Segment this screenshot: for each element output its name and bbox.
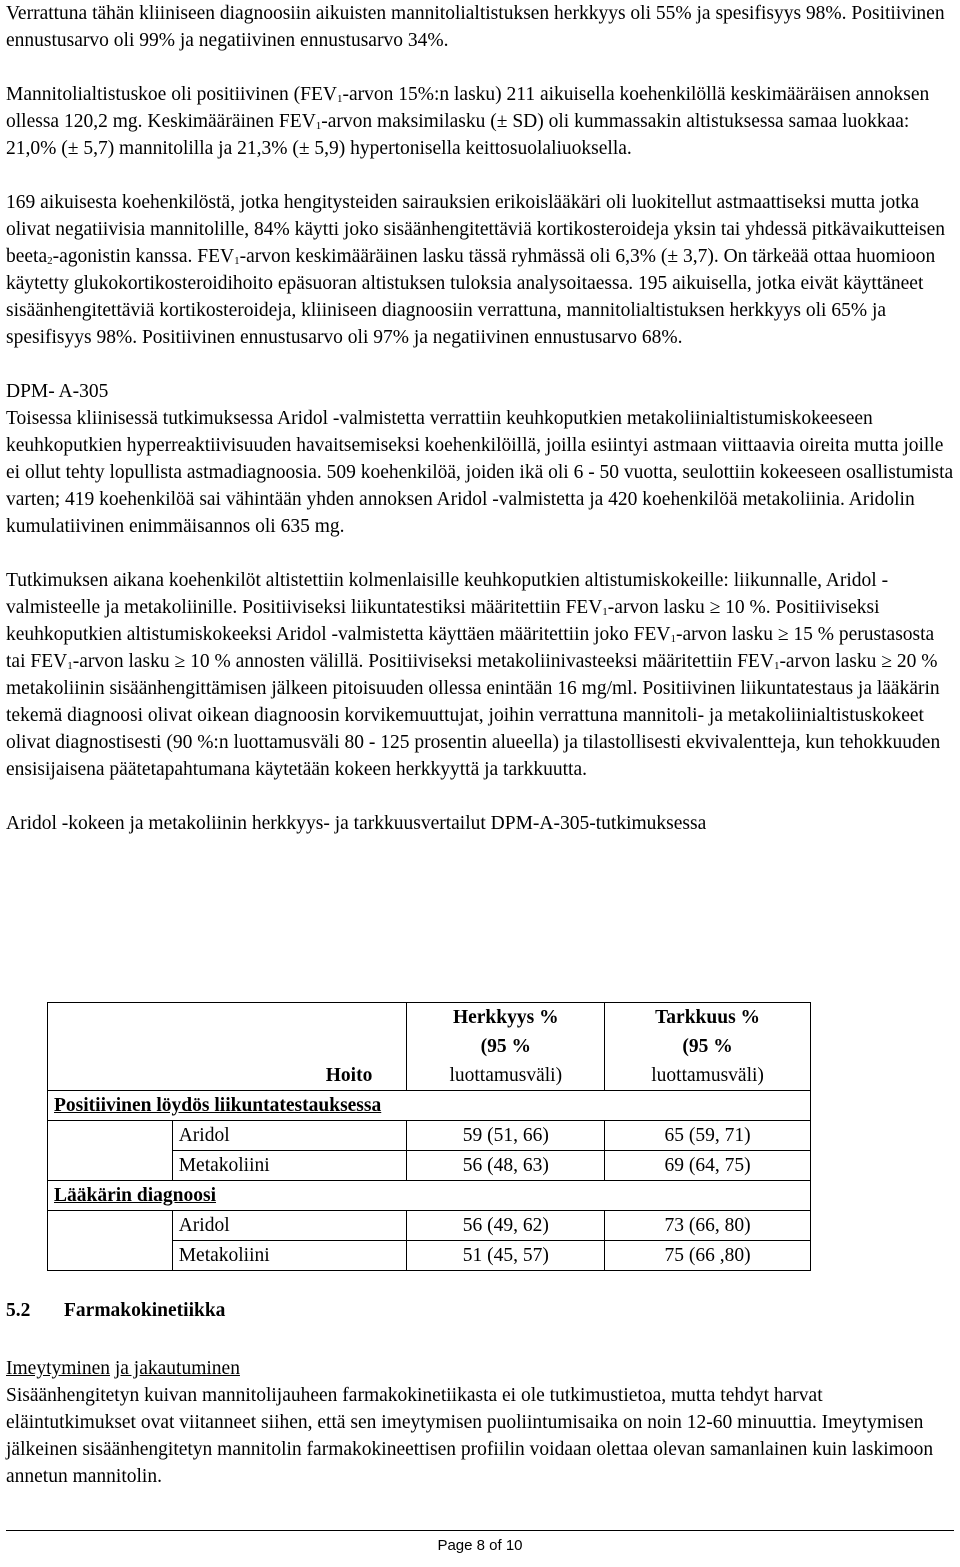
row-specificity: 73 (66, 80) [605, 1211, 811, 1241]
paragraph-mannitol-positive [6, 81, 956, 162]
subscript: 1 [315, 120, 322, 132]
header-hoito: Hoito [48, 1003, 407, 1091]
row-name: Aridol [172, 1211, 407, 1241]
text-run: -arvon lasku ≥ 15 % perustasosta tai FEV [6, 624, 935, 672]
subheading-part: ja jakautuminen [114, 1358, 240, 1379]
header-herkkyys-line: Herkkyys % [452, 1007, 559, 1028]
row-specificity: 75 (66 ,80) [605, 1241, 811, 1271]
row-sensitivity: 59 (51, 66) [407, 1121, 605, 1151]
paragraph-second-study: Toisessa kliinisessä tutkimuksessa Aridol -valmistetta verrattiin keuhkoputkien metakoliinialtistumiskokeeseen keuhkoputkien hyperreaktiivisuuden havaitsemiseksi koehenkilöillä, joilla esiintyi astmaan viittaavia oireita mutta joille ei ollut tehty lopullista astmadiagnoosia. 509 koehenkilöä, joiden ikä oli 6 - 50 vuotta, seulottiin kokeeseen osallistumista varten; 419 koehenkilöä sai vähintään yhden annoksen Aridol -valmistetta ja 420 koehenkilöä metakoliinia. Aridolin kumulatiivinen enimmäisannos oli 635 mg. [6, 408, 954, 537]
text-run: -arvon maksimilasku (± SD) oli kummassakin altistuksessa samaa luokkaa: 21,0% (± 5,7) mannitolilla ja 21,3% (± 5,9) hypertonisella keittosuolaliuoksella. [6, 111, 910, 159]
header-tarkkuus [605, 1003, 811, 1091]
document-page [6, 0, 956, 837]
header-tarkkuus-line: (95 % [682, 1036, 733, 1057]
section-number: 5.2 [6, 1300, 31, 1321]
indent-cell [48, 1211, 173, 1241]
subscript: 2 [47, 255, 53, 267]
table-row [48, 1121, 811, 1151]
indent-cell [48, 1151, 173, 1181]
row-name: Aridol [172, 1121, 407, 1151]
footer-divider [6, 1530, 954, 1531]
text-run: -agonistin kanssa. FEV [52, 246, 235, 267]
text-run: Mannitolialtistuskoe oli positiivinen (FEV [6, 84, 337, 105]
table-section-row [48, 1091, 811, 1121]
row-specificity: 65 (59, 71) [605, 1121, 811, 1151]
paragraph-mannitol-sensitivity: Verrattuna tähän kliiniseen diagnoosiin aikuisten mannitolialtistuksen herkkyys oli 55% ja spesifisyys 98%. Positiivinen ennustusarvo oli 99% ja negatiivinen ennustusarvo 34%. [6, 3, 945, 51]
header-tarkkuus-line: luottamusväli) [651, 1065, 764, 1086]
subscript: 1 [234, 255, 240, 267]
paragraph-challenge-tests [6, 567, 956, 783]
header-herkkyys-line: luottamusväli) [449, 1065, 563, 1086]
header-tarkkuus-line: Tarkkuus % [655, 1007, 761, 1028]
study-title: DPM- A-305 [6, 381, 109, 402]
table-row [48, 1211, 811, 1241]
text-run: -arvon 15%:n lasku) 211 aikuisella koehenkilöllä keskimääräisen annoksen ollessa 120,2 mg. Keskimääräinen FEV [6, 84, 930, 132]
row-sensitivity: 56 (48, 63) [407, 1151, 605, 1181]
page-footer: Page 8 of 10 [437, 1537, 523, 1554]
subheading-absorption [6, 1355, 956, 1382]
text-run: Tutkimuksen aikana koehenkilöt altistettiin kolmenlaisille keuhkoputkien altistumiskokeille: liikunnalle, Aridol -valmisteelle ja metakoliinille. Positiiviseksi liikuntatestiksi määritettiin FEV [6, 570, 889, 618]
subscript: 1 [773, 660, 780, 672]
subscript: 1 [336, 93, 343, 105]
row-specificity: 69 (64, 75) [605, 1151, 811, 1181]
header-herkkyys-line: (95 % [480, 1036, 531, 1057]
text-run: -arvon lasku ≥ 20 % metakoliinin sisäänhengittämisen jälkeen pitoisuuden ollessa enintään 16 mg/ml. Positiivinen liikuntatestaus ja lääkärin tekemä diagnoosi olivat oikean diagnoosin korvikemuuttujat, joihin verrattuna mannitoli- ja metakoliinialtistuskokeet olivat diagnostisesti (90 %:n luottamusväli 80 - 125 prosentin alueella) ja tilastollisesti ekvivalentteja, kun tehokkuuden ensisijaisena päätetapahtumana käytetään kokeen herkkyyttä ja tarkkuutta. [6, 651, 941, 780]
indent-cell [48, 1241, 173, 1271]
paragraph-pharmacokinetics: Sisäänhengitetyn kuivan mannitolijauheen farmakokinetiikasta ei ole tutkimustietoa, mutta tehdyt harvat eläintutkimukset ovat viitanneet siihen, että sen imeytymisen puoliintumisaika on noin 12-60 minuuttia. Imeytymisen jälkeinen sisäänhengitetyn mannitolin farmakokineettisen profiilin voidaan olettaa olevan samanlainen kuin laskimoon annetun mannitolin. [6, 1385, 934, 1487]
section-title: Positiivinen löydös liikuntatestauksessa [48, 1091, 811, 1121]
pharmacokinetics-block [6, 1355, 956, 1490]
subscript: 1 [67, 660, 73, 672]
table-caption: Aridol -kokeen ja metakoliinin herkkyys- ja tarkkuusvertailut DPM-A-305-tutkimuksessa [6, 813, 707, 834]
paragraph-asthmatic-negative [6, 189, 956, 351]
section-heading-5-2 [6, 1297, 225, 1324]
subscript: 1 [670, 633, 677, 645]
row-name: Metakoliini [172, 1151, 407, 1181]
results-table [47, 1002, 811, 1271]
table-header-row [48, 1003, 811, 1091]
row-sensitivity: 56 (49, 62) [407, 1211, 605, 1241]
row-sensitivity: 51 (45, 57) [407, 1241, 605, 1271]
text-run: -arvon lasku ≥ 10 % annosten välillä. Positiiviseksi metakoliinivasteeksi määritettiin FEV [72, 651, 774, 672]
section-title: Lääkärin diagnoosi [48, 1181, 811, 1211]
row-name: Metakoliini [172, 1241, 407, 1271]
subscript: 1 [602, 606, 608, 618]
text-run: 169 aikuisesta koehenkilöstä, jotka hengitysteiden sairauksien erikoislääkäri oli luokitellut astmaattiseksi mutta jotka olivat negatiivisia mannitolille, 84% käytti joko sisäänhengitettäviä kortikosteroideja yksin tai yhdessä pitkävaikutteisen beeta [6, 192, 946, 267]
subheading-part: Imeytyminen [6, 1358, 110, 1379]
table-row [48, 1241, 811, 1271]
table-row [48, 1151, 811, 1181]
table-section-row [48, 1181, 811, 1211]
indent-cell [48, 1121, 173, 1151]
text-run: -arvon keskimääräinen lasku tässä ryhmässä oli 6,3% (± 3,7). On tärkeää ottaa huomioon käytetty glukokortikosteroidihoito epäsuoran altistuksen tuloksia analysoitaessa. 195 aikuisella, jotka eivät käyttäneet sisäänhengitettäviä kortikosteroideja, kliiniseen diagnoosiin verrattuna, mannitolialtistuksen herkkyys oli 65% ja spesifisyys 98%. Positiivinen ennustusarvo oli 97% ja negatiivinen ennustusarvo 68%. [6, 246, 936, 348]
header-herkkyys [407, 1003, 605, 1091]
text-run: -arvon lasku ≥ 10 %. Positiiviseksi keuhkoputkien altistumiskokeeksi Aridol -valmistetta käyttäen määritettiin joko FEV [6, 597, 880, 645]
section-title: Farmakokinetiikka [64, 1300, 226, 1321]
